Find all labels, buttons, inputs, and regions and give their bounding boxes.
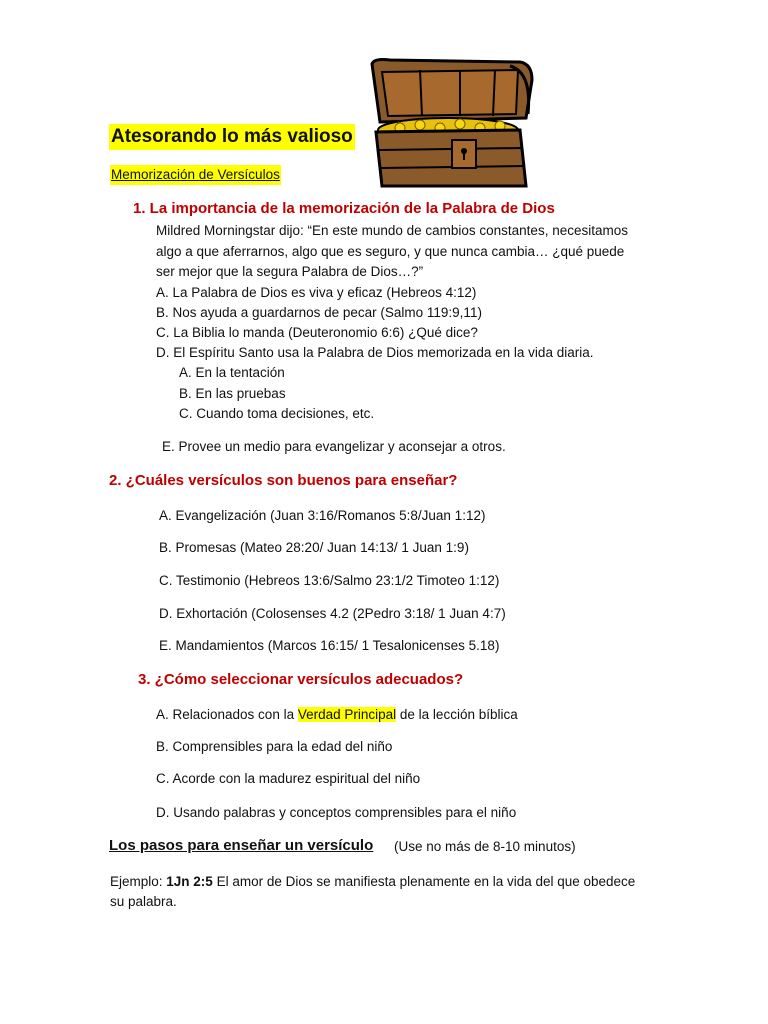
highlighted-term: Verdad Principal	[297, 707, 397, 722]
list-item: B. Comprensibles para la edad del niño	[156, 739, 393, 754]
example-label: Ejemplo:	[110, 874, 167, 889]
steps-note: (Use no más de 8-10 minutos)	[394, 839, 576, 854]
example-ref: 1Jn 2:5	[166, 874, 213, 889]
page-title: Atesorando lo más valioso	[109, 124, 355, 150]
list-item: C. La Biblia lo manda (Deuteronomio 6:6) ¿Qué dice?	[156, 325, 478, 340]
example-text: El amor de Dios se manifiesta plenamente en la vida del que obedece	[212, 874, 636, 889]
sub-list-item: C. Cuando toma decisiones, etc.	[179, 406, 375, 421]
quote-line: algo a que aferrarnos, algo que es seguro, y que nunca cambia… ¿qué puede	[156, 244, 625, 259]
treasure-chest-icon	[360, 58, 536, 188]
list-item: D. Exhortación (Colosenses 4.2 (2Pedro 3:18/ 1 Juan 4:7)	[159, 606, 506, 621]
section2-heading: 2. ¿Cuáles versículos son buenos para enseñar?	[109, 472, 458, 489]
list-item: B. Promesas (Mateo 28:20/ Juan 14:13/ 1 Juan 1:9)	[159, 540, 469, 555]
page-subtitle: Memorización de Versículos	[110, 165, 281, 185]
section3-heading: 3. ¿Cómo seleccionar versículos adecuados?	[138, 671, 464, 688]
quote-line: Mildred Morningstar dijo: “En este mundo de cambios constantes, necesitamos	[156, 223, 628, 238]
list-item: A. La Palabra de Dios es viva y eficaz (Hebreos 4:12)	[156, 285, 477, 300]
section1-heading: 1. La importancia de la memorización de la Palabra de Dios	[133, 200, 555, 217]
quote-line: ser mejor que la segura Palabra de Dios…?”	[156, 264, 424, 279]
item-text: A. Relacionados con la	[156, 707, 298, 722]
list-item: C. Testimonio (Hebreos 13:6/Salmo 23:1/2 Timoteo 1:12)	[159, 573, 500, 588]
list-item	[156, 705, 518, 725]
item-text: de la lección bíblica	[396, 707, 518, 722]
example-line-2: su palabra.	[110, 894, 177, 909]
list-item: E. Provee un medio para evangelizar y aconsejar a otros.	[162, 439, 506, 454]
sub-list-item: A. En la tentación	[179, 365, 285, 380]
list-item: C. Acorde con la madurez espiritual del niño	[156, 771, 421, 786]
list-item: E. Mandamientos (Marcos 16:15/ 1 Tesalonicenses 5.18)	[159, 638, 500, 653]
steps-heading: Los pasos para enseñar un versículo	[109, 837, 374, 854]
list-item: D. Usando palabras y conceptos comprensibles para el niño	[156, 805, 517, 820]
list-item: A. Evangelización (Juan 3:16/Romanos 5:8/Juan 1:12)	[159, 508, 486, 523]
list-item: D. El Espíritu Santo usa la Palabra de Dios memorizada en la vida diaria.	[156, 345, 594, 360]
example-line	[110, 872, 635, 892]
list-item: B. Nos ayuda a guardarnos de pecar (Salmo 119:9,11)	[156, 305, 482, 320]
sub-list-item: B. En las pruebas	[179, 386, 286, 401]
